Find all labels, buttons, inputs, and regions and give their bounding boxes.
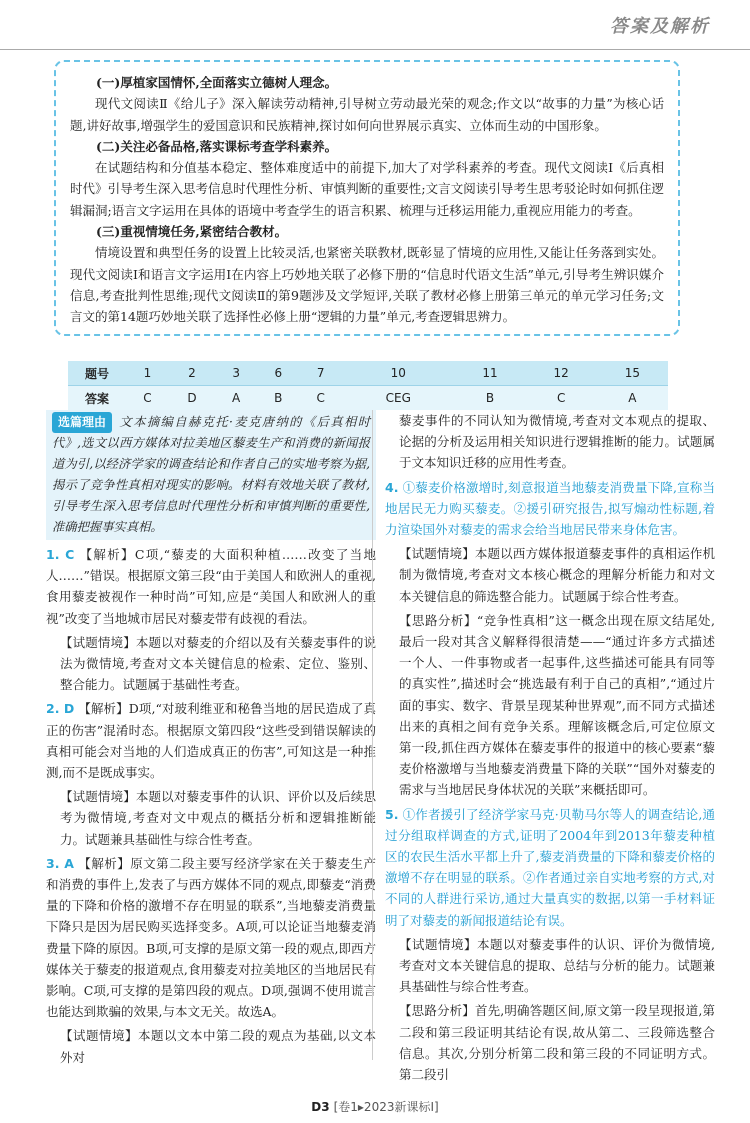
answer-cell: A [597, 386, 668, 411]
answer-cell: CEG [342, 386, 454, 411]
q3-text: 【解析】原文第二段主要写经济学家在关于藜麦生产和消费的事件上,发表了与西方媒体不同的观点,即藜麦“消费量的下降和价格的激增不存在明显的联系”,当地藜麦消费量下降只是因为居民购买选择变多。A项,可以论证当地藜麦消费量下降的原因。B项,可支撑的是原文第一段的观点,即西方媒体关于藜麦的报道观点,食用藜麦对拉美地区的当地居民有影响。C项,可支撑的是第四段的观点。D项,强调不使用谎言也能达到欺骗的效果,与本文无关。故选A。 [46, 855, 376, 1020]
q4-answer [385, 477, 715, 541]
header-rule [0, 49, 750, 50]
question-number: 12 [526, 361, 597, 386]
question-number-row [68, 361, 668, 386]
answer-table [68, 360, 668, 410]
section-3-body: 情境设置和典型任务的设置上比较灵活,也紧密关联教材,既彰显了情境的应用性,又能让任务落到实处。现代文阅读Ⅰ和语言文字运用Ⅰ在内容上巧妙地关联了必修下册的“信息时代语文生活”单元,引导考生辨识媒介信息,考查批判性思维;现代文阅读Ⅱ的第9题涉及文学短评,关联了教材必修上册第三单元的单元学习任务;文言文的第14题巧妙地关联了选择性必修上册“逻辑的力量”单元,考查逻辑思辨力。 [70, 245, 664, 325]
q5-idea: 【思路分析】首先,明确答题区间,原文第一段呈现报道,第二段和第三段证明其结论有误,故从第二、三段筛选整合信息。其次,分别分析第二段和第三段的不同证明方式。第二段引 [399, 1003, 715, 1083]
reason-tag: 选篇理由 [52, 412, 112, 433]
right-column [385, 410, 715, 1088]
q5-context: 【试题情境】本题以对藜麦事件的认识、评价为微情境,考查对文本关键信息的提取、总结与分析的能力。试题兼具基础性与综合性考查。 [399, 936, 715, 995]
q4-number: 4. [385, 479, 399, 495]
question-number: 15 [597, 361, 668, 386]
q5-text: ①作者援引了经济学家马克·贝勒马尔等人的调查结论,通过分组取样调查的方式,证明了2004年到2013年藜麦种植区的农民生活水平都上升了,藜麦消费量的下降和藜麦价格的激增不存在明显的联系。②作者通过亲自实地考察的方式,对不同的人群进行采访,通过大量真实的数据,以第一手材料证明了对藜麦的新闻报道结论有误。 [385, 806, 715, 928]
answer-cell: B [257, 386, 299, 411]
footer-note: [卷1▸2023新课标Ⅰ] [333, 1100, 439, 1114]
row-label: 答案 [68, 386, 126, 411]
q3-number: 3. A [46, 855, 74, 871]
reason-block [46, 410, 376, 540]
question-number: 10 [342, 361, 454, 386]
q2-context: 【试题情境】本题以对藜麦事件的认识、评价以及后续思考为微情境,考查对文中观点的概括分析和逻辑推断能力。试题兼具基础性与综合性考查。 [60, 789, 376, 847]
q3-context: 【试题情境】本题以文本中第二段的观点为基础,以文本外对 [60, 1028, 376, 1065]
page-header [0, 0, 750, 52]
answer-cell: C [299, 386, 342, 411]
page-number: D3 [311, 1100, 330, 1114]
section-2-heading: (二)关注必备品格,落实课标考查学科素养。 [96, 138, 338, 154]
row-label: 题号 [68, 361, 126, 386]
q4-context: 【试题情境】本题以西方媒体报道藜麦事件的真相运作机制为微情境,考查对文本核心概念的理解分析能力和对文本关键信息的筛选整合能力。试题属于综合性考查。 [399, 546, 715, 604]
overview-box [54, 60, 680, 336]
section-3-heading: (三)重视情境任务,紧密结合教材。 [96, 224, 288, 240]
q1-context: 【试题情境】本题以对藜麦的介绍以及有关藜麦事件的说法为微情境,考查对文本关键信息的检索、定位、鉴别、整合能力。试题属于基础性考查。 [60, 634, 376, 693]
question-number: 1 [126, 361, 169, 386]
answer-cell: C [126, 386, 169, 411]
question-number: 11 [454, 361, 525, 386]
q5-number: 5. [385, 806, 399, 822]
section-2-body: 在试题结构和分值基本稳定、整体难度适中的前提下,加大了对学科素养的考查。现代文阅读Ⅰ《后真相时代》引导考生深入思考信息时代理性分析、审慎判断的重要性;文言文阅读引导考生思考驳论时如何抓住逻辑漏洞;语言文字运用在具体的语境中考查学生的语言积累、梳理与迁移运用能力,重视应用能力的考查。 [70, 160, 664, 218]
answer-cell: B [454, 386, 525, 411]
question-number: 3 [215, 361, 257, 386]
answer-cell: D [169, 386, 215, 411]
answer-cell: A [215, 386, 257, 411]
reason-text: 文本摘编自赫克托·麦克唐纳的《后真相时代》,选文以西方媒体对拉美地区藜麦生产和消费的新闻报道为引,以经济学家的调查结论和作者自己的实地考察为据,揭示了竞争性真相对现实的影响。材料有效地关联了教材,引导考生深入思考信息时代理性分析和审慎判断的重要性,准确把握事实真相。 [52, 415, 370, 534]
header-title: 答案及解析 [610, 16, 710, 37]
section-1-body: 现代文阅读Ⅱ《给儿子》深入解读劳动精神,引导树立劳动最光荣的观念;作文以“故事的力量”为核心话题,讲好故事,增强学生的爱国意识和民族精神,探讨如何向世界展示真实、立体而生动的中国形象。 [70, 96, 664, 133]
q2-text: 【解析】D项,“对玻利维亚和秘鲁当地的居民造成了真正的伤害”混淆时态。根据原文第四段“这些受到错误解读的真相可能会对当地的人们造成真正的伤害”,可知这是一种推测,而不是既成事实。 [46, 701, 376, 781]
q4-text: ①藜麦价格激增时,刻意报道当地藜麦消费量下降,宣称当地居民无力购买藜麦。②援引研究报告,拟写煽动性标题,着力渲染国外对藜麦的需求会给当地居民带来身体危害。 [385, 479, 715, 538]
q2-number: 2. D [46, 701, 75, 717]
answer-row [68, 386, 668, 411]
section-1-heading: (一)厚植家国情怀,全面落实立德树人理念。 [96, 75, 338, 90]
q1-number: 1. C [46, 547, 75, 562]
question-number: 6 [257, 361, 299, 386]
answer-cell: C [526, 386, 597, 411]
q1-text: 【解析】C项,“藜麦的大面积种植……改变了当地人……”错误。根据原文第三段“由于美国人和欧洲人的重视,食用藜麦被视作一种时尚”可知,应是“美国人和欧洲人的重视”改变了当地城市居民对藜麦带有歧视的看法。 [46, 547, 376, 626]
question-number: 7 [299, 361, 342, 386]
question-number: 2 [169, 361, 215, 386]
q2-analysis [46, 698, 376, 783]
q3-analysis [46, 853, 376, 1023]
q1-analysis [46, 544, 376, 629]
left-column [46, 410, 376, 1071]
q3-context-cont: 藜麦事件的不同认知为微情境,考查对文本观点的提取、论据的分析及运用相关知识进行逻辑推断的能力。试题属于文本知识迁移的应用性考查。 [399, 413, 715, 471]
q4-idea: 【思路分析】“竞争性真相”这一概念出现在原文结尾处,最后一段对其含义解释得很清楚——“通过许多方式描述一个人、一件事物或者一起事件,这些描述可能具有同等的真实性”,描述时会“挑选最有利于自己的真相”,“通过片面的事实、数字、背景呈现某种世界观”,而不同方式描述出来的真相之间有竞争关系。理解该概念后,可定位原文第一段,抓住西方媒体在藜麦事件的报道中的核心要素“藜麦价格激增与当地藜麦消费量下降的关联”“国外对藜麦的需求与当地居民身体状况的关联”来概括即可。 [399, 612, 715, 798]
column-divider [372, 410, 373, 1060]
page-footer [0, 1098, 750, 1115]
q5-answer [385, 804, 715, 931]
